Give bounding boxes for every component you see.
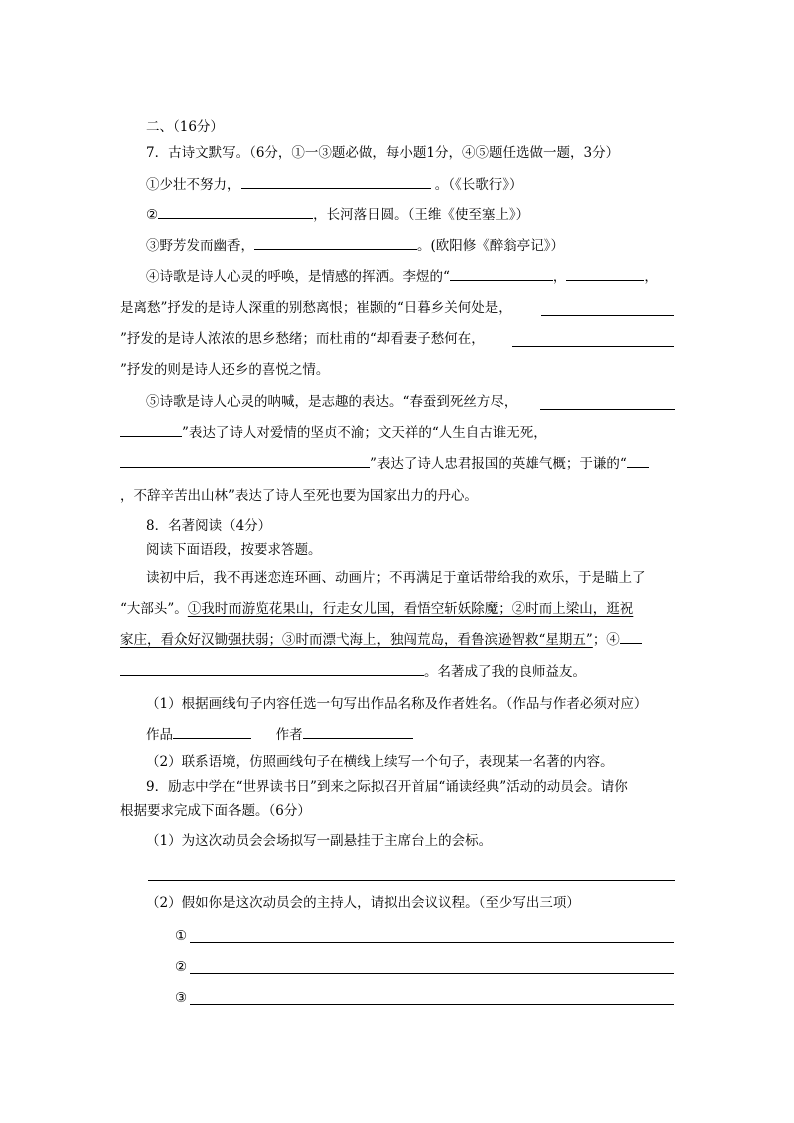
q7-line-4c [120, 329, 485, 349]
answer-blank[interactable] [120, 662, 424, 676]
q9-title-cont: 根据要求完成下面各题。（6分） [120, 803, 311, 819]
passage-text: ；④ [592, 632, 620, 648]
q8-passage-line-2 [120, 599, 633, 619]
q8-title: 8．名著阅读（4分） [146, 518, 272, 534]
agenda-item-1 [175, 926, 187, 946]
passage-text: “大部头”。 [120, 601, 188, 617]
q9-sub-2: （2）假如你是这次动员会的主持人，请拟出会议议程。（至少写出三项） [146, 895, 580, 911]
q7-line-2-text: ，长河落日圆。（王维《使至塞上》） [313, 207, 530, 223]
q8-passage-line-1: 读初中后，我不再迷恋连环画、动画片；不再满足于童话带给我的欢乐，于是瞄上了 [146, 570, 646, 586]
q7-line-2 [146, 205, 529, 225]
answer-blank[interactable] [450, 267, 553, 281]
answer-blank[interactable] [541, 315, 674, 316]
q8-work-author-row [146, 725, 413, 745]
work-input[interactable] [173, 725, 251, 739]
q7-line-5c [120, 454, 649, 474]
q7-line-3-text: ③野芳发而幽香， [146, 238, 254, 254]
q7-line-4a-text: ④诗歌是诗人心灵的呼唤，是情感的挥洒。李煜的“ [146, 269, 450, 285]
q7-line-1-text: ①少壮不努力， [146, 177, 241, 193]
q7-line-5a-text: ⑤诗歌是诗人心灵的呐喊，是志趣的表达。“春蚕到死丝方尽， [146, 394, 518, 410]
agenda-item-2 [175, 957, 187, 977]
q7-line-4d: ”抒发的则是诗人还乡的喜悦之情。 [120, 362, 330, 378]
q8-intro: 阅读下面语段，按要求答题。 [146, 542, 322, 558]
answer-blank[interactable] [241, 175, 431, 189]
q7-line-5a [146, 392, 517, 412]
answer-blank[interactable] [120, 454, 370, 468]
q9-title: 9．励志中学在“世界读书日”到来之际拟召开首届“诵读经典”活动的动员会。请你 [146, 779, 628, 795]
q8-passage-line-3 [120, 630, 642, 650]
q8-passage-line-4 [120, 662, 586, 682]
item-marker: ③ [175, 990, 188, 1006]
q7-line-4b-text: 是离愁”抒发的是诗人深重的别愁离恨；崔颢的“日暮乡关何处是， [120, 300, 512, 316]
comma: ， [552, 269, 567, 285]
agenda-line-1[interactable] [190, 942, 674, 943]
passage-text: 。名著成了我的良师益友。 [424, 664, 586, 680]
q7-line-4b [120, 298, 512, 318]
q7-line-2-marker: ② [146, 207, 159, 223]
comma: ， [644, 269, 658, 285]
work-label: 作品 [146, 727, 173, 743]
item-marker: ① [175, 928, 188, 944]
q8-sub-2: （2）联系语境，仿照画线句子在横线上续写一个句子，表现某一名著的内容。 [146, 754, 614, 770]
q7-line-4c-text: ”抒发的是诗人浓浓的思乡愁绪；而杜甫的“却看妻子愁何在， [120, 331, 485, 347]
q7-title: 7．古诗文默写。（6分，①一③题必做，每小题1分，④⑤题任选做一题，3分） [146, 145, 620, 161]
answer-blank[interactable] [620, 630, 642, 644]
answer-blank[interactable] [120, 423, 182, 437]
q9-sub-1: （1）为这次动员会会场拟写一副悬挂于主席台上的会标。 [146, 833, 493, 849]
item-marker: ② [175, 959, 188, 975]
q7-line-5c-text: ”表达了诗人忠君报国的英雄气概；于谦的“ [370, 456, 627, 472]
q8-sub-1: （1）根据画线句子内容任选一句写出作品名称及作者姓名。（作品与作者必须对应） [146, 696, 648, 712]
agenda-line-3[interactable] [190, 1004, 674, 1005]
banner-answer-line[interactable] [148, 880, 675, 881]
answer-blank[interactable] [566, 267, 644, 281]
q7-line-5b-text: ”表达了诗人对爱情的坚贞不渝；文天祥的“人生自古谁无死， [182, 425, 547, 441]
q7-line-5b [120, 423, 547, 443]
answer-blank[interactable] [627, 454, 649, 468]
answer-blank[interactable] [540, 409, 675, 410]
agenda-line-2[interactable] [190, 973, 674, 974]
q7-line-3-source: 。(欧阳修《醉翁亭记》） [417, 238, 565, 254]
q7-line-1 [146, 175, 523, 195]
underlined-sentence: ①我时而游览花果山，行走女儿国，看悟空斩妖除魔；②时而上梁山，逛祝 [187, 601, 634, 617]
q7-line-5d: ，不辞辛苦出山林”表达了诗人至死也要为国家出力的丹心。 [120, 488, 478, 504]
answer-blank[interactable] [158, 205, 313, 219]
answer-blank[interactable] [254, 236, 417, 250]
section-heading: 二、（16分） [146, 119, 224, 135]
q7-line-4a [146, 267, 658, 287]
q7-line-3 [146, 236, 564, 256]
agenda-item-3 [175, 988, 187, 1008]
q7-line-1-source: 。（《长歌行》） [434, 177, 523, 193]
author-label: 作者 [275, 727, 303, 743]
author-input[interactable] [303, 725, 413, 739]
underlined-sentence: 家庄，看众好汉锄强扶弱；③时而漂弋海上，独闯荒岛，看鲁滨逊智救“星期五” [120, 632, 593, 648]
answer-blank[interactable] [512, 346, 674, 347]
